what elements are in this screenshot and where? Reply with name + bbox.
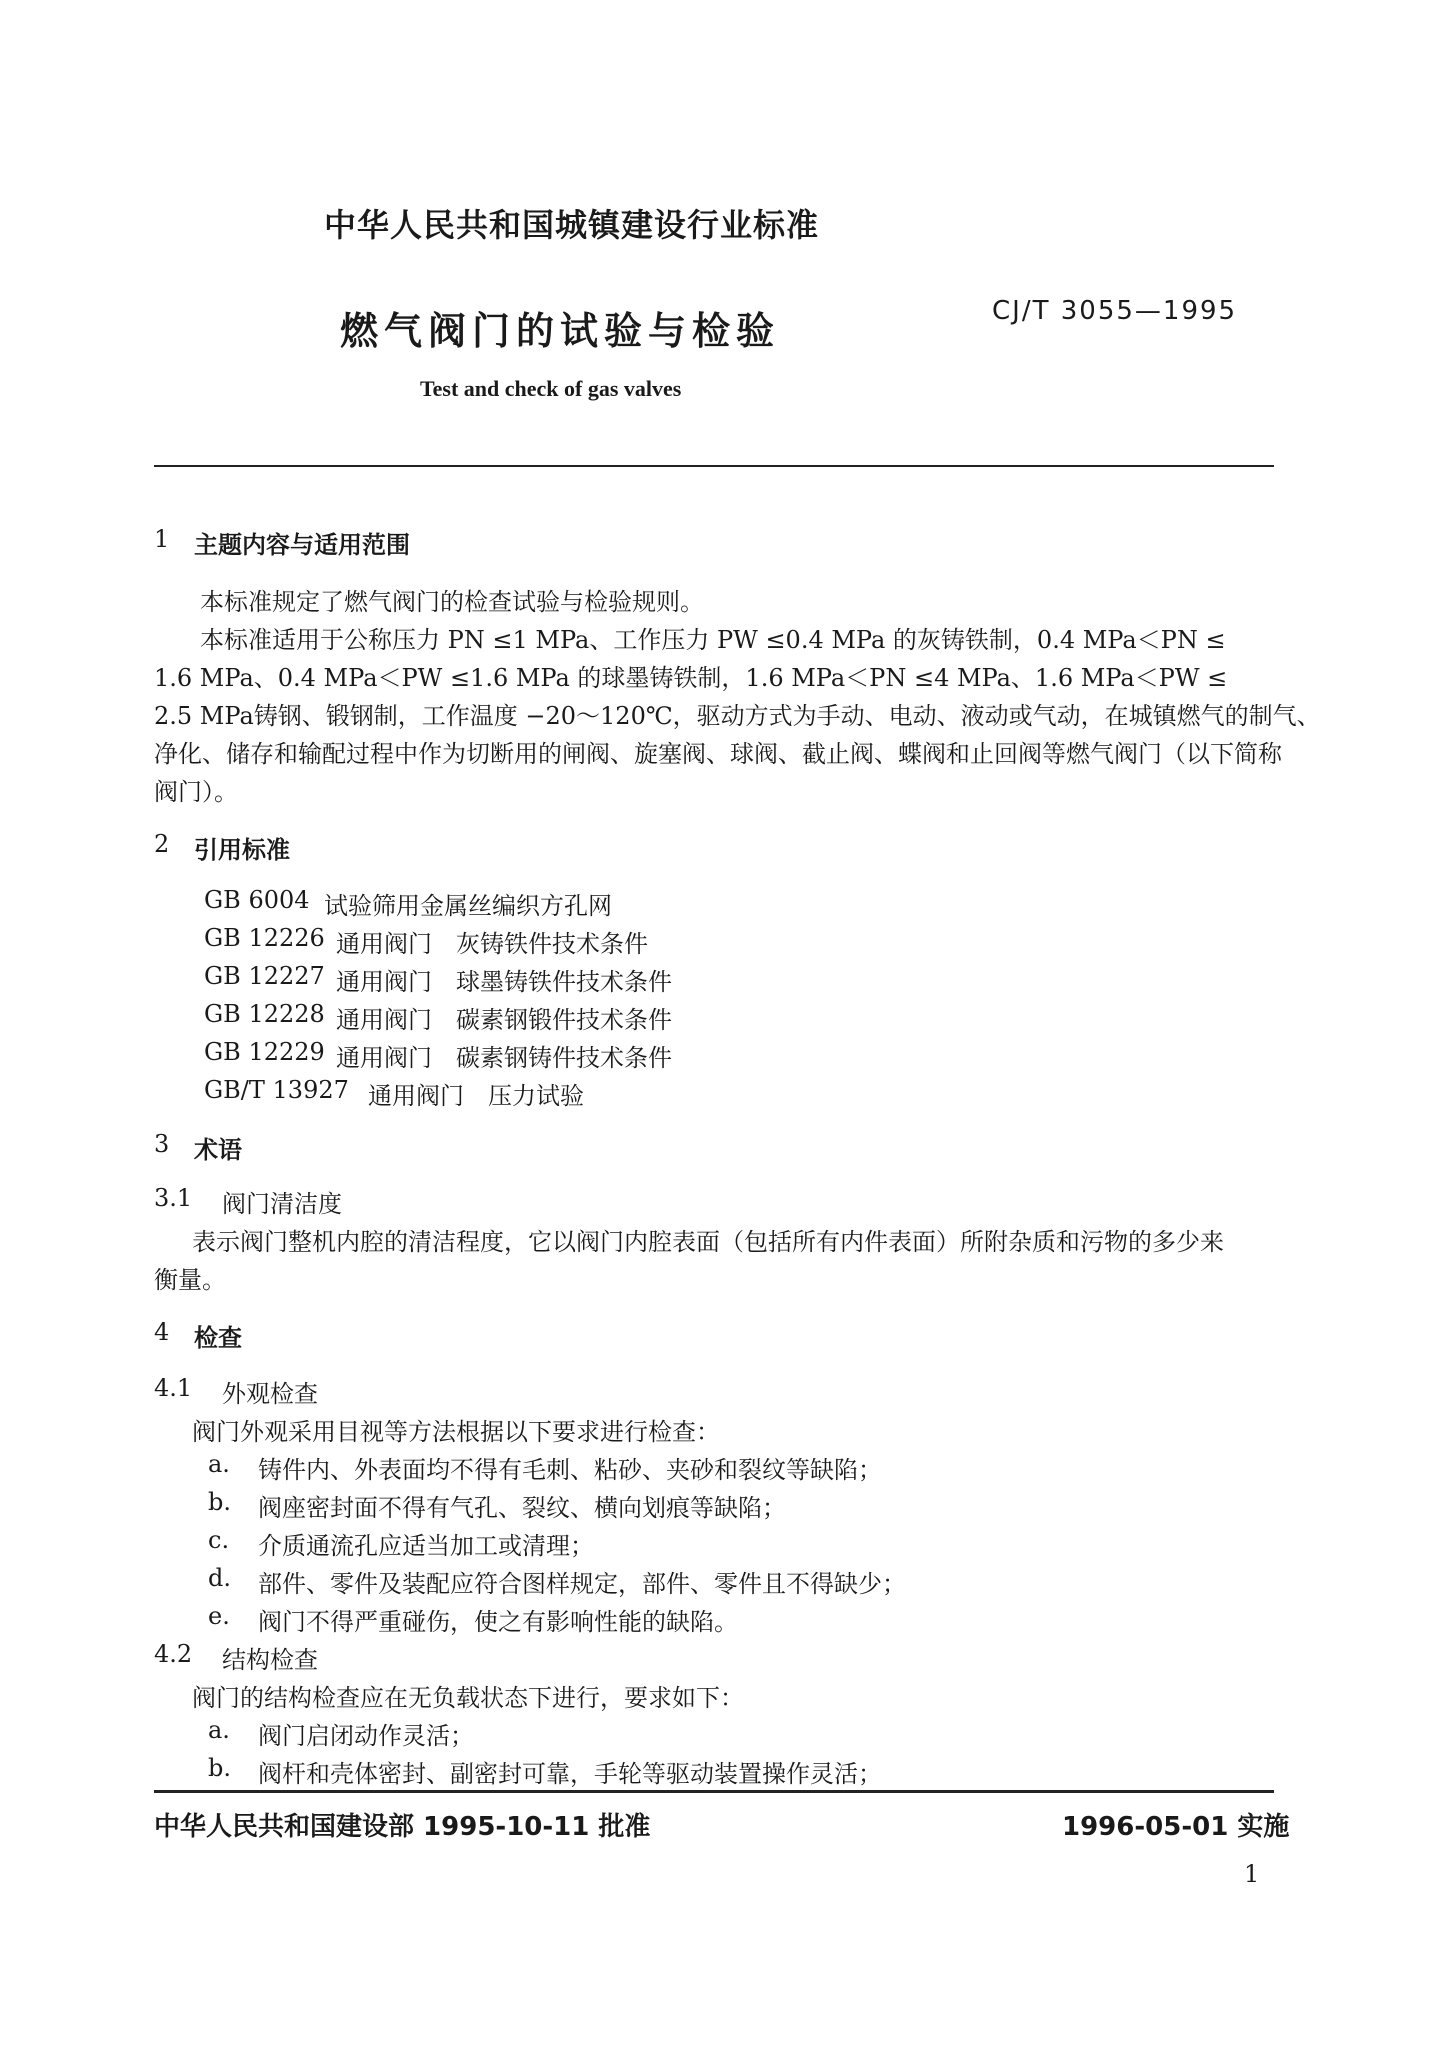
- reference-title: 通用阀门 压力试验: [368, 1082, 584, 1110]
- section-4-2-number: 4.2: [154, 1640, 193, 1668]
- section-3-1-heading: 阀门清洁度: [222, 1190, 342, 1218]
- list-item-label: a.: [208, 1450, 230, 1478]
- section-1-para-2-line-4: 净化、储存和输配过程中作为切断用的闸阀、旋塞阀、球阀、截止阀、蝶阀和止回阀等燃气阀门（以下简称: [154, 740, 1282, 768]
- section-1-number: 1: [154, 525, 170, 553]
- section-2-heading: 引用标准: [194, 836, 290, 864]
- section-4-number: 4: [154, 1318, 170, 1346]
- section-4-1-intro: 阀门外观采用目视等方法根据以下要求进行检查：: [192, 1418, 720, 1446]
- section-3-heading: 术语: [194, 1136, 242, 1164]
- effective-date: 1996-05-01 实施: [1062, 1812, 1290, 1842]
- list-item-label: b.: [208, 1488, 231, 1516]
- standard-code: CJ/T 3055—1995: [992, 296, 1238, 326]
- reference-code: GB/T 13927: [204, 1076, 349, 1104]
- section-1-para-2-line-3: 2.5 MPa铸钢、锻钢制，工作温度 −20～120℃，驱动方式为手动、电动、液动或气动，在城镇燃气的制气、: [154, 702, 1321, 730]
- list-item-label: d.: [208, 1564, 231, 1592]
- page-number: 1: [1244, 1860, 1260, 1888]
- section-4-heading: 检查: [194, 1324, 242, 1352]
- section-4-2-heading: 结构检查: [222, 1646, 318, 1674]
- section-1-para-2-line-2: 1.6 MPa、0.4 MPa＜PW ≤1.6 MPa 的球墨铸铁制，1.6 MPa＜PN ≤4 MPa、1.6 MPa＜PW ≤: [154, 664, 1228, 692]
- section-4-1-number: 4.1: [154, 1374, 193, 1402]
- list-item-text: 部件、零件及装配应符合图样规定，部件、零件且不得缺少；: [258, 1570, 906, 1598]
- approval-notice: 中华人民共和国建设部 1995-10-11 批准: [154, 1812, 651, 1842]
- list-item-label: e.: [208, 1602, 230, 1630]
- list-item-label: b.: [208, 1754, 231, 1782]
- section-2-number: 2: [154, 830, 170, 858]
- reference-code: GB 12226: [204, 924, 325, 952]
- section-3-para-line-1: 表示阀门整机内腔的清洁程度，它以阀门内腔表面（包括所有内件表面）所附杂质和污物的多少来: [192, 1228, 1224, 1256]
- reference-title: 通用阀门 碳素钢铸件技术条件: [336, 1044, 672, 1072]
- reference-code: GB 12227: [204, 962, 325, 990]
- section-1-heading: 主题内容与适用范围: [194, 531, 410, 559]
- section-1-para-1: 本标准规定了燃气阀门的检查试验与检验规则。: [200, 588, 704, 616]
- header-divider: [154, 465, 1274, 467]
- reference-title: 通用阀门 灰铸铁件技术条件: [336, 930, 648, 958]
- section-1-para-2-line-5: 阀门）。: [154, 778, 238, 806]
- document-title-en: Test and check of gas valves: [420, 376, 682, 401]
- list-item-text: 铸件内、外表面均不得有毛刺、粘砂、夹砂和裂纹等缺陷；: [258, 1456, 882, 1484]
- document-title-cn: 燃气阀门的试验与检验: [340, 309, 781, 353]
- list-item-text: 阀门不得严重碰伤，使之有影响性能的缺陷。: [258, 1608, 738, 1636]
- reference-code: GB 12228: [204, 1000, 325, 1028]
- list-item-text: 介质通流孔应适当加工或清理；: [258, 1532, 594, 1560]
- reference-code: GB 12229: [204, 1038, 325, 1066]
- reference-title: 通用阀门 球墨铸铁件技术条件: [336, 968, 672, 996]
- list-item-text: 阀座密封面不得有气孔、裂纹、横向划痕等缺陷；: [258, 1494, 786, 1522]
- industry-standard-title: 中华人民共和国城镇建设行业标准: [324, 206, 820, 244]
- section-3-para-line-2: 衡量。: [154, 1266, 226, 1294]
- reference-title: 通用阀门 碳素钢锻件技术条件: [336, 1006, 672, 1034]
- list-item-label: c.: [208, 1526, 230, 1554]
- list-item-label: a.: [208, 1716, 230, 1744]
- section-4-1-heading: 外观检查: [222, 1380, 318, 1408]
- reference-title: 试验筛用金属丝编织方孔网: [324, 892, 612, 920]
- footer-divider: [154, 1790, 1274, 1793]
- reference-code: GB 6004: [204, 886, 310, 914]
- section-3-number: 3: [154, 1130, 170, 1158]
- section-4-2-intro: 阀门的结构检查应在无负载状态下进行，要求如下：: [192, 1684, 744, 1712]
- list-item-text: 阀门启闭动作灵活；: [258, 1722, 474, 1750]
- list-item-text: 阀杆和壳体密封、副密封可靠，手轮等驱动装置操作灵活；: [258, 1760, 882, 1788]
- section-1-para-2-line-1: 本标准适用于公称压力 PN ≤1 MPa、工作压力 PW ≤0.4 MPa 的灰铸铁制，0.4 MPa＜PN ≤: [200, 626, 1226, 654]
- section-3-1-number: 3.1: [154, 1184, 193, 1212]
